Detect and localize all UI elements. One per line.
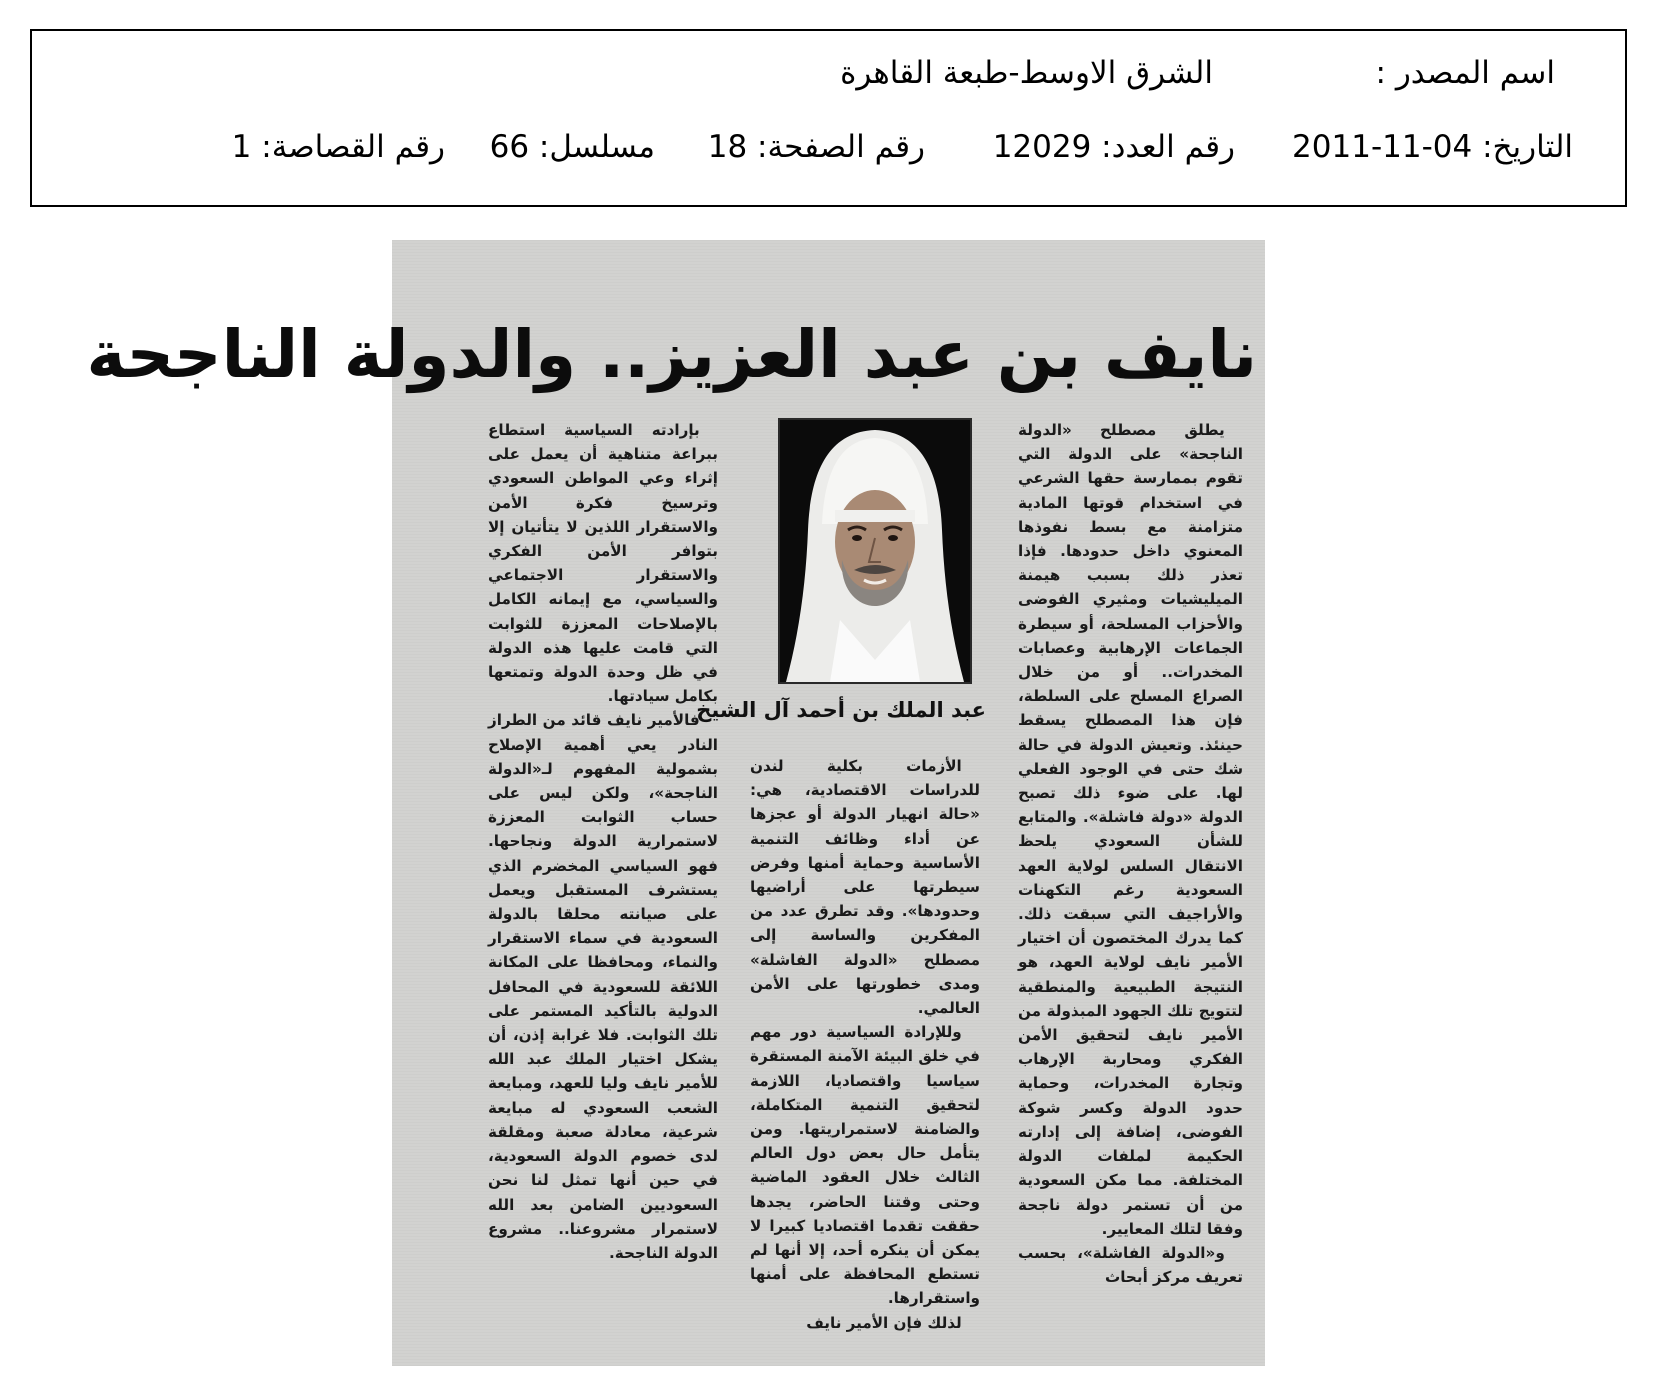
article-headline: نايف بن عبد العزيز.. والدولة الناجحة: [86, 316, 1257, 393]
article-paragraph: فالأمير نايف قائد من الطراز النادر يعي أهمية الإصلاح بشمولية المفهوم لـ«الدولة الناجحة»، ولكن ليس على حساب الثوابت المعززة لاستمرارية الدولة ونجاحها. فهو السياسي المخضرم الذي يستشرف المستقبل ويعمل على صيانته محلقا بالدولة السعودية في سماء الاستقرار والنماء، ومحافظا على المكانة اللائقة للسعودية في المحافل الدولية بالتأكيد المستمر على تلك الثوابت. فلا غرابة إذن، أن يشكل اختيار الملك عبد الله للأمير نايف وليا للعهد، ومبايعة الشعب السعودي له مبايعة شرعية، معادلة صعبة ومقلقة لدى خصوم الدولة السعودية، في حين أنها تمثل لنا نحن السعوديين الضامن بعد الله لاستمرار مشروعنا.. مشروع الدولة الناجحة.: [488, 711, 718, 1262]
article-paragraph: وللإرادة السياسية دور مهم في خلق البيئة الآمنة المستقرة سياسيا واقتصاديا، اللازمة لتحقيق التنمية المتكاملة، والضامنة لاستمراريتها. ومن يتأمل حال بعض دول العالم الثالث خلال العقود الماضية وحتى وقتنا الحاضر، يجدها حققت تقدما اقتصاديا كبيرا لا يمكن أن ينكره أحد، إلا أنها لم تستطع المحافظة على أمنها واستقرارها.: [750, 1023, 980, 1308]
author-byline: عبد الملك بن أحمد آل الشيخ: [696, 698, 986, 722]
article-paragraph: و«الدولة الفاشلة»، بحسب تعريف مركز أبحاث: [1018, 1243, 1243, 1287]
author-portrait-image: [780, 420, 970, 682]
article-column-right: [1018, 418, 1243, 1358]
source-label: اسم المصدر :: [1375, 55, 1555, 91]
article-paragraph: يطلق مصطلح «الدولة الناجحة» على الدولة التي تقوم بممارسة حقها الشرعي في استخدام قوتها المادية متزامنة مع بسط نفوذها المعنوي داخل حدودها. فإذا تعذر ذلك بسبب هيمنة الميليشيات ومثيري الفوضى والأحزاب المسلحة، أو سيطرة الجماعات الإرهابية وعصابات المخدرات.. أو من خلال الصراع المسلح على السلطة، فإن هذا المصطلح يسقط حينئذ. وتعيش الدولة في حالة شك حتى في الوجود الفعلي لها. على ضوء ذلك تصبح الدولة «دولة فاشلة». والمتابع للشأن السعودي يلحظ الانتقال السلس لولاية العهد السعودية رغم التكهنات والأراجيف التي سبقت ذلك. كما يدرك المختصون أن اختيار الأمير نايف لولاية العهد، هو النتيجة الطبيعية والمنطقية لتتويج تلك الجهود المبذولة من الأمير نايف لتحقيق الأمن الفكري ومحاربة الإرهاب وتجارة المخدرات، وحماية حدود الدولة وكسر شوكة الفوضى، إضافة إلى إدارته الحكيمة لملفات الدولة المختلفة. مما مكن السعودية من أن تستمر دولة ناجحة وفقا لتلك المعايير.: [1018, 421, 1243, 1238]
article-column-middle: [750, 754, 980, 1358]
article-paragraph: الأزمات بكلية لندن للدراسات الاقتصادية، هي: «حالة انهيار الدولة أو عجزها عن أداء وظائف التنمية الأساسية وحماية أمنها وفرض سيطرتها على أراضيها وحدودها». وقد تطرق عدد من المفكرين والساسة إلى مصطلح «الدولة الفاشلة» ومدى خطورتها على الأمن العالمي.: [750, 757, 980, 1018]
article-paragraph: بإرادته السياسية استطاع ببراعة متناهية أن يعمل على إثراء وعي المواطن السعودي وترسيخ فكرة الأمن والاستقرار اللذين لا يتأتيان إلا بتوافر الأمن الفكري والاستقرار الاجتماعي والسياسي، مع إيمانه الكامل بالإصلاحات المعززة للثوابت التي قامت عليها هذه الدولة في ظل وحدة الدولة وتمتعها بكامل سيادتها.: [488, 421, 718, 706]
page-number-field: رقم الصفحة: 18: [707, 129, 925, 165]
clip-number-field: رقم القصاصة: 1: [231, 129, 445, 165]
serial-field: مسلسل: 66: [489, 129, 655, 165]
article-column-left: [488, 418, 718, 1358]
clipping-info-box: [30, 29, 1627, 207]
date-field: التاريخ: 04-11-2011: [1292, 129, 1573, 165]
issue-number-field: رقم العدد: 12029: [992, 129, 1235, 165]
article-paragraph: لذلك فإن الأمير نايف: [806, 1313, 962, 1332]
source-value: الشرق الاوسط-طبعة القاهرة: [840, 55, 1213, 91]
author-photo: [778, 418, 972, 684]
newspaper-clipping: [86, 240, 1265, 1366]
